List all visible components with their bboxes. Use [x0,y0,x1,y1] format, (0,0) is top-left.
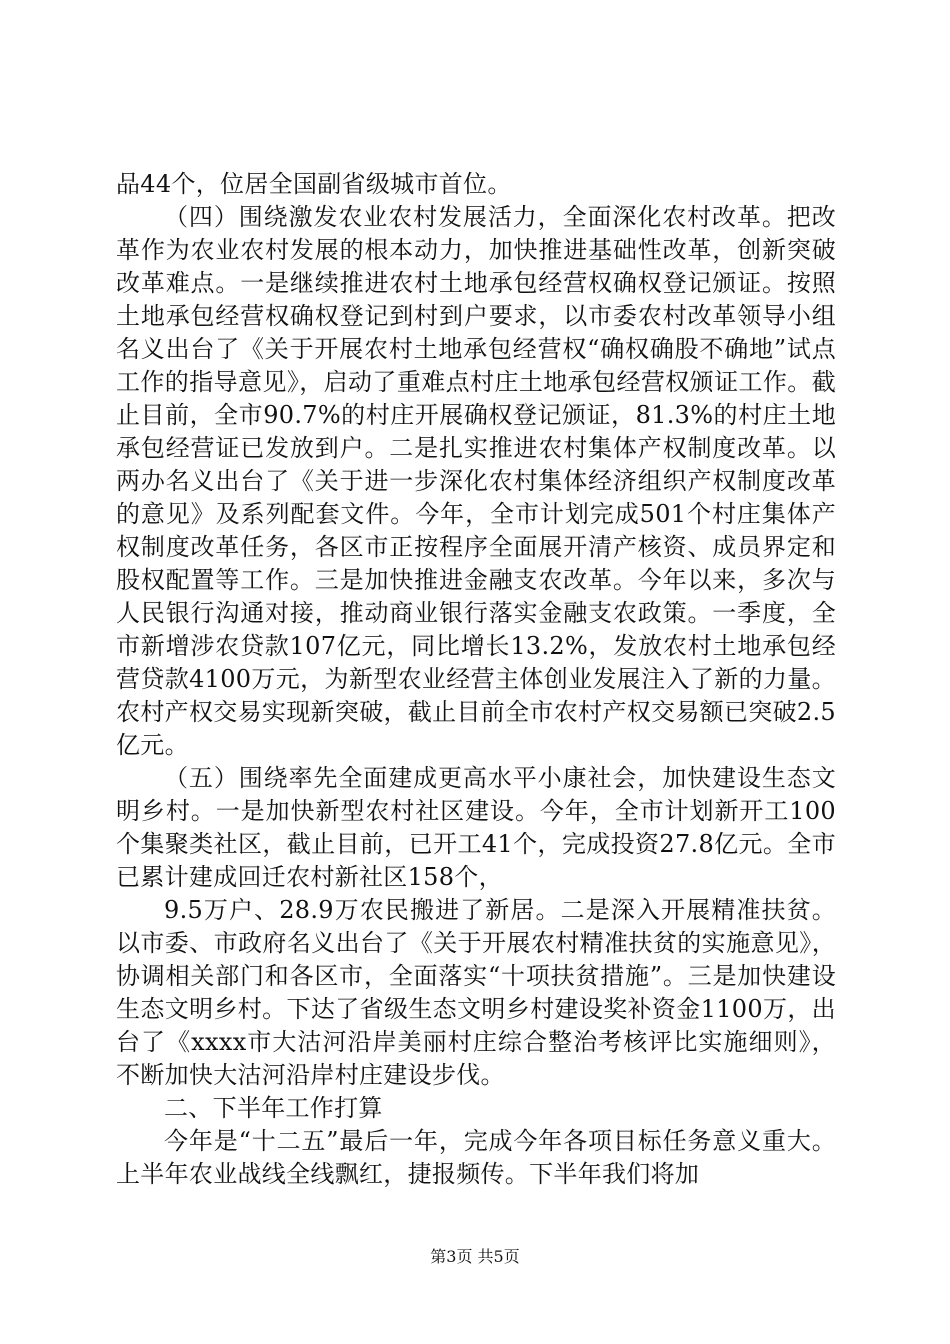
paragraph-2: （四）围绕激发农业农村发展活力，全面深化农村改革。把改革作为农业农村发展的根本动力，加快推进基础性改革，创新突破改革难点。一是继续推进农村土地承包经营权确权登记颁证。按照土地承包经营权确权登记到村到户要求，以市委农村改革领导小组名义出台了《关于开展农村土地承包经营权“确权确股不确地”试点工作的指导意见》，启动了重难点村庄土地承包经营权颁证工作。截止目前，全市90.7%的村庄开展确权登记颁证，81.3%的村庄土地承包经营证已发放到户。二是扎实推进农村集体产权制度改革。以两办名义出台了《关于进一步深化农村集体经济组织产权制度改革的意见》及系列配套文件。今年，全市计划完成501个村庄集体产权制度改革任务，各区市正按程序全面展开清产核资、成员界定和股权配置等工作。三是加快推进金融支农改革。今年以来，多次与人民银行沟通对接，推动商业银行落实金融支农政策。一季度，全市新增涉农贷款107亿元，同比增长13.2%，发放农村土地承包经营贷款4100万元，为新型农业经营主体创业发展注入了新的力量。农村产权交易实现新突破，截止目前全市农村产权交易额已突破2.5亿元。 [116,203,836,759]
paragraph-3: （五）围绕率先全面建成更高水平小康社会，加快建设生态文明乡村。一是加快新型农村社区建设。今年，全市计划新开工100个集聚类社区，截止目前，已开工41个，完成投资27.8亿元。全市已累计建成回迁农村新社区158个， [116,764,836,891]
page-footer: 第3页 共5页 [430,1247,520,1266]
section-heading: 二、下半年工作打算 [164,1094,383,1122]
paragraph-4: 9.5万户、28.9万农民搬进了新居。二是深入开展精准扶贫。以市委、市政府名义出台了《关于开展农村精准扶贫的实施意见》，协调相关部门和各区市，全面落实“十项扶贫措施”。三是加快建设生态文明乡村。下达了省级生态文明乡村建设奖补资金1100万，出台了《xxxx市大沽河沿岸美丽村庄综合整治考核评比实施细则》，不断加快大沽河沿岸村庄建设步伐。 [116,896,836,1089]
paragraph-5: 今年是“十二五”最后一年，完成今年各项目标任务意义重大。上半年农业战线全线飘红，捷报频传。下半年我们将加 [116,1127,836,1188]
document-body [116,168,836,1191]
paragraph-1: 品44个，位居全国副省级城市首位。 [116,170,512,198]
